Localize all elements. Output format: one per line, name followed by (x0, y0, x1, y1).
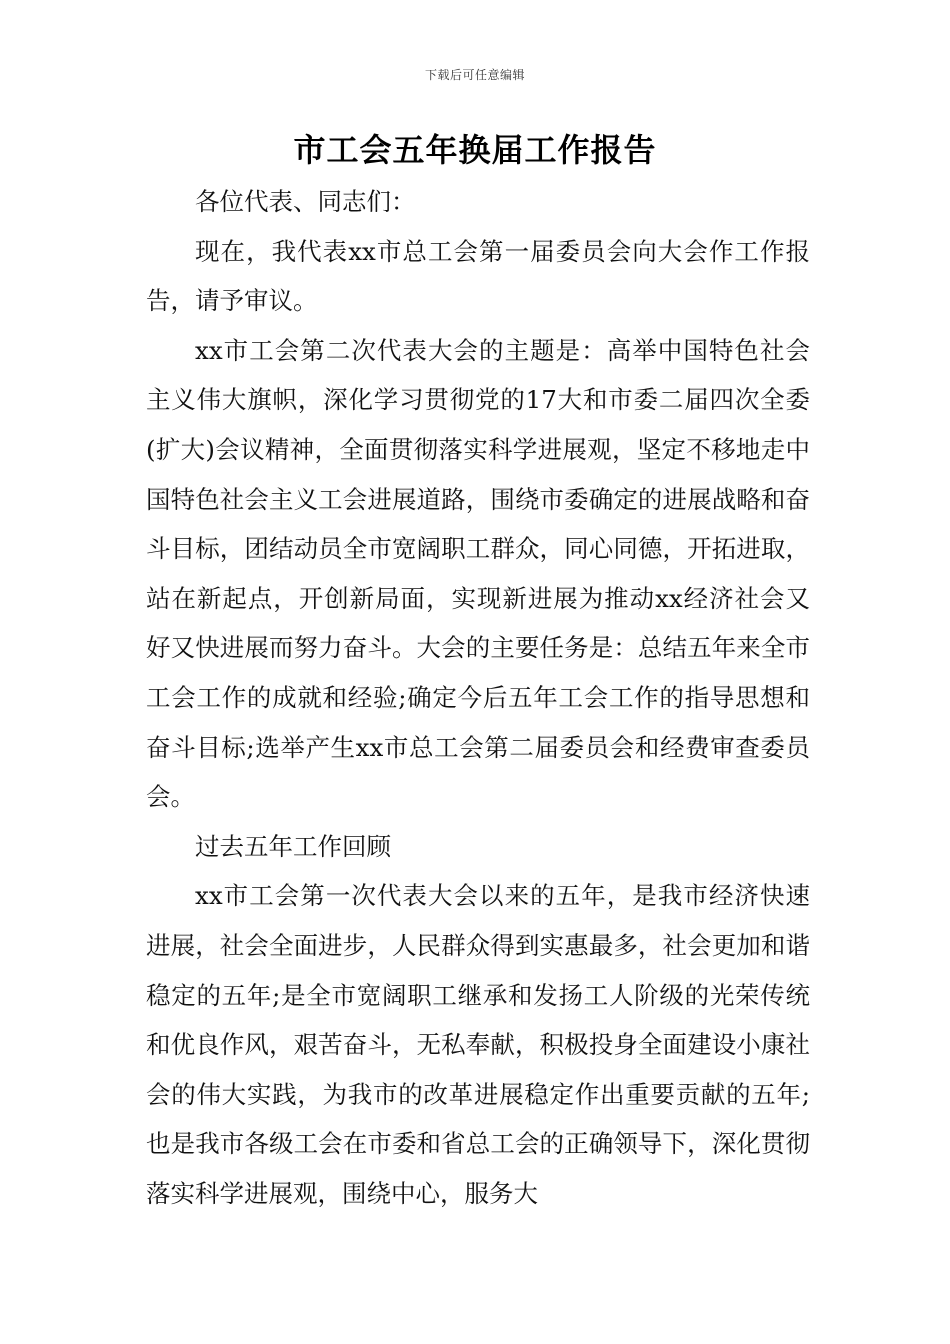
header-note: 下载后可任意编辑 (424, 68, 525, 82)
paragraph-intro: 现在，我代表xx市总工会第一届委员会向大会作工作报告，请予审议。 (146, 236, 810, 316)
section-heading: 过去五年工作回顾 (195, 831, 391, 861)
document-title: 市工会五年换届工作报告 (293, 131, 657, 169)
paragraph-salutation: 各位代表、同志们： (195, 187, 416, 216)
paragraph-theme: xx市工会第二次代表大会的主题是：高举中国特色社会主义伟大旗帜，深化学习贯彻党的17大和市委二届四次全委(扩大)会议精神，全面贯彻落实科学进展观，坚定不移地走中国特色社会主义工会进展道路，围绕市委确定的进展战略和奋斗目标，团结动员全市宽阔职工群众，同心同德，开拓进取，站在新起点，开创新局面，实现新进展为推动xx经济社会又好又快进展而努力奋斗。大会的主要任务是：总结五年来全市工会工作的成就和经验;确定今后五年工会工作的指导思想和奋斗目标;选举产生xx市总工会第二届委员会和经费审查委员会。 (146, 335, 810, 812)
paragraph-review: xx市工会第一次代表大会以来的五年，是我市经济快速进展，社会全面进步，人民群众得到实惠最多，社会更加和谐稳定的五年;是全市宽阔职工继承和发扬工人阶级的光荣传统和优良作风，艰苦奋斗，无私奉献，积极投身全面建设小康社会的伟大实践，为我市的改革进展稳定作出重要贡献的五年;也是我市各级工会在市委和省总工会的正确领导下，深化贯彻落实科学进展观，围绕中心，服务大 (146, 881, 810, 1208)
document-body (146, 177, 810, 1218)
